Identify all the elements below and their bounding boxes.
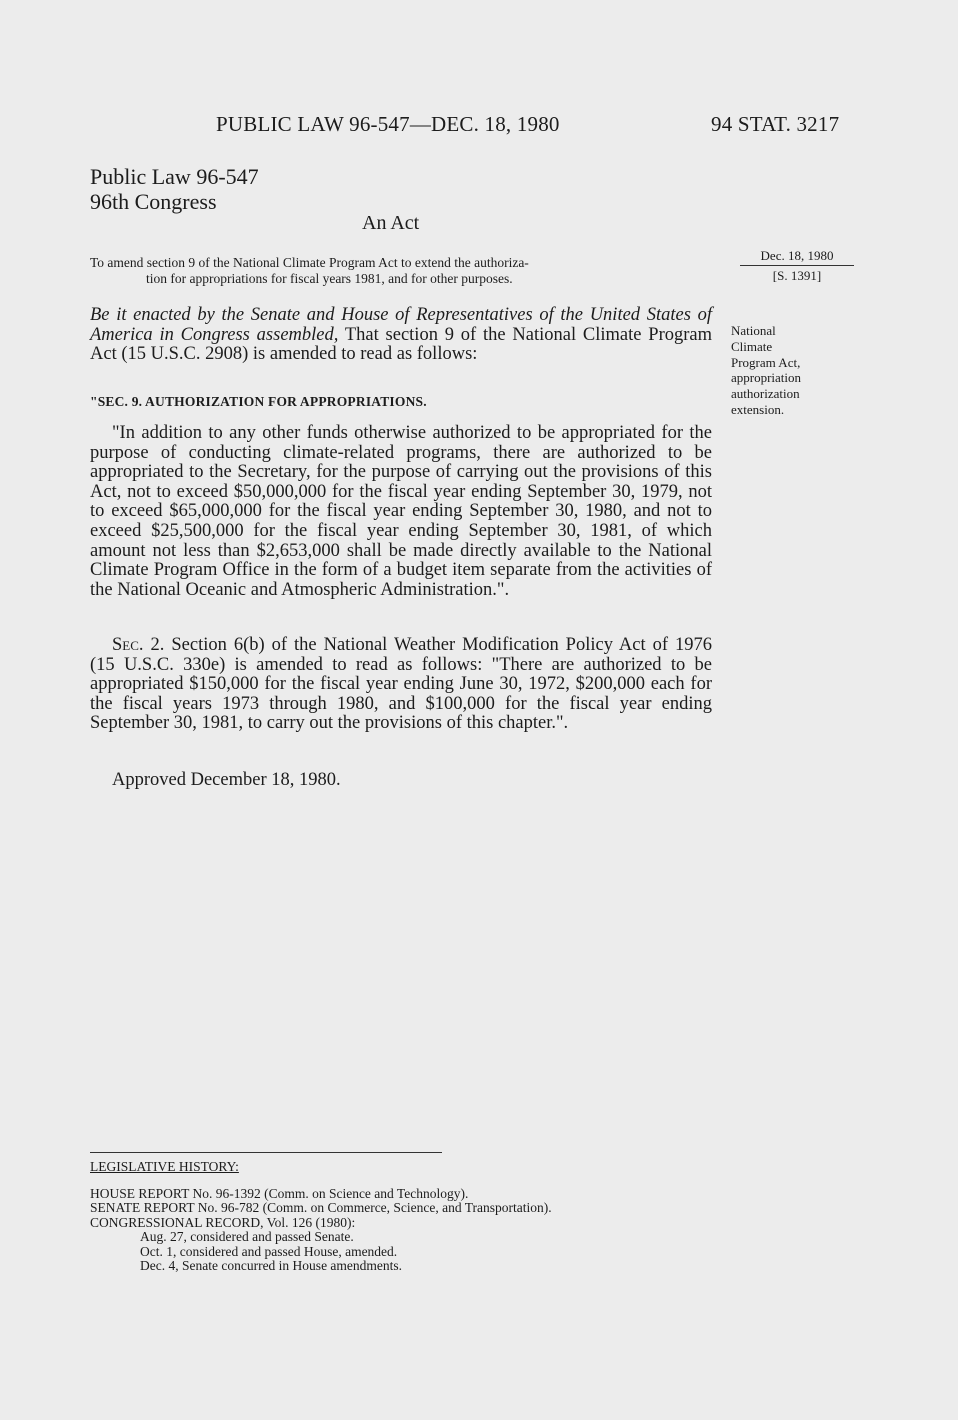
law-number: Public Law 96-547 [90,164,259,189]
history-line: CONGRESSIONAL RECORD, Vol. 126 (1980): [90,1214,356,1230]
record-entry: Oct. 1, considered and passed House, amended. [140,1243,398,1259]
margin-note [731,323,841,418]
enacting-clause-italic: Be it enacted by the Senate and House of Representatives of the United States of America in Congress assembled, [90,305,712,345]
enactment-date: Dec. 18, 1980 [740,246,854,266]
congress-number: 96th Congress [90,189,217,214]
legislative-history [90,1160,552,1274]
enacting-clause-text: That section 9 of the National Climate Program Act (15 U.S.C. 2908) is amended to read as follows: [90,324,712,365]
record-entry: Dec. 4, Senate concurred in House amendments. [140,1258,403,1273]
margin-note-line: appropriation [731,370,802,386]
history-line: SENATE REPORT No. 96-782 (Comm. on Commerce, Science, and Transportation). [90,1200,552,1215]
approval-line: Approved December 18, 1980. [112,770,341,790]
running-head-left: PUBLIC LAW 96-547—DEC. 18, 1980 [216,112,560,136]
footnote-divider [90,1152,442,1153]
margin-note-line: National [731,323,776,338]
margin-note-line: Program Act, [731,354,801,370]
section-2-label: Sec. 2. [112,635,165,655]
history-line: HOUSE REPORT No. 96-1392 (Comm. on Science and Technology). [90,1185,469,1201]
act-title: An Act [362,212,420,234]
record-entry: Aug. 27, considered and passed Senate. [140,1229,354,1244]
act-purpose [90,255,710,287]
margin-note-line: Climate [731,338,773,354]
purpose-line-2: tion for appropriations for fiscal years 1981, and for other purposes. [146,271,513,286]
law-identifier [90,164,259,214]
bill-number: [S. 1391] [772,268,822,283]
purpose-line-1: To amend section 9 of the National Climate Program Act to extend the authoriza- [90,255,529,270]
running-head-right: 94 STAT. 3217 [711,112,840,136]
section-9-heading: "SEC. 9. AUTHORIZATION FOR APPROPRIATIONS. [90,394,427,409]
margin-date-block [740,246,854,285]
margin-note-line: extension. [731,401,785,417]
enacting-clause [90,306,712,365]
section-2 [90,636,712,734]
section-9-text: "In addition to any other funds otherwise authorized to be appropriated for the purpose of conducting climate-related programs, there are authorized to be appropriated to the Secretary, for the purpose of carrying out the provisions of this Act, not to exceed $50,000,000 for the fiscal year ending September 30, 1979, not to exceed $65,000,000 for the fiscal year ending September 30, 1980, and not to exceed $25,500,000 for the fiscal year ending September 30, 1981, of which amount not less than $2,653,000 shall be made directly available to the National Climate Program Office in the form of a budget item separate from the activities of the National Oceanic and Atmospheric Administration.". [90,423,712,600]
legislative-history-title: LEGISLATIVE HISTORY: [90,1159,239,1174]
margin-note-line: authorization [731,386,800,402]
section-2-text: Section 6(b) of the National Weather Modification Policy Act of 1976 (15 U.S.C. 330e) is amended to read as follows: "There are authorized to be appropriated $150,000 for the fiscal year ending June 30, 1972, $200,000 each for the fiscal years 1973 through 1980, and $100,000 for the fiscal year ending September 30, 1981, to carry out the provisions of this chapter.". [90,635,712,734]
